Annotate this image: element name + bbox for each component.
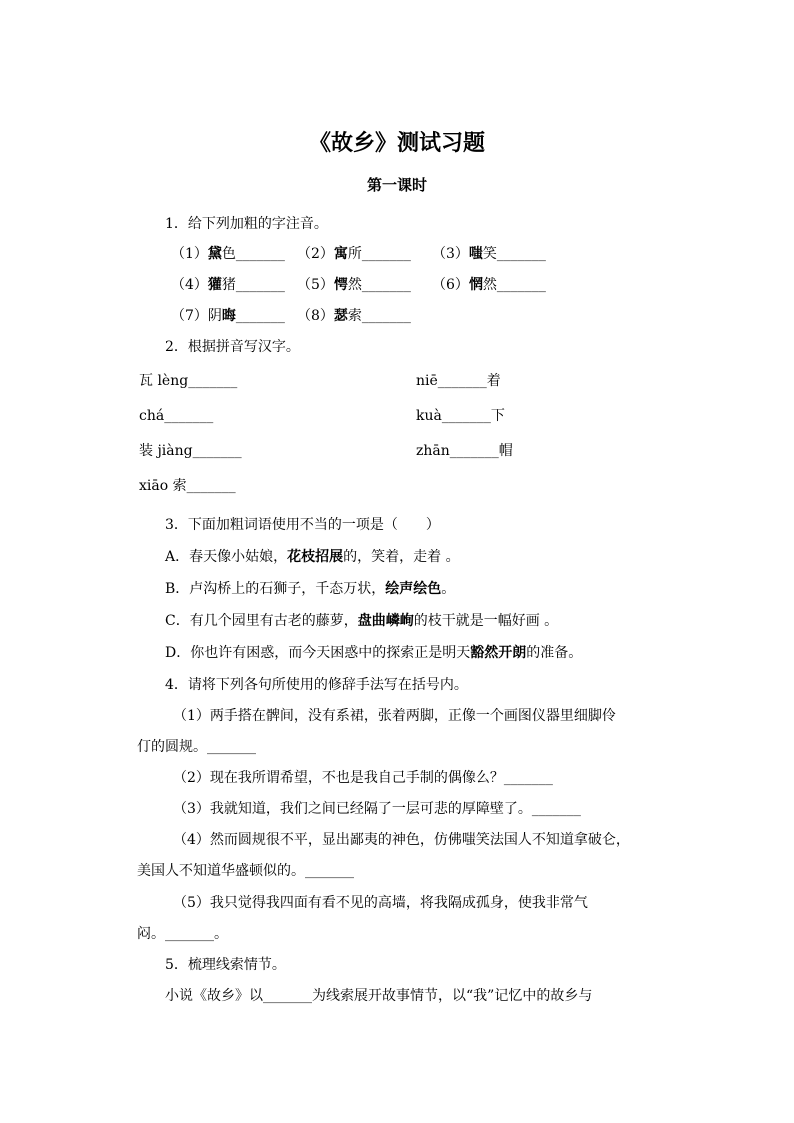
q2-right-2: kuà_______下	[416, 408, 505, 424]
q2-prompt: 2．根据拼音写汉字。	[165, 339, 300, 355]
q1-item-8: （8）瑟索_______	[297, 308, 411, 324]
q4-sentence-4b: 美国人不知道华盛顿似的。_______	[137, 863, 354, 879]
page-subtitle: 第一课时	[366, 176, 427, 194]
q3-option-b: B．卢沟桥上的石狮子，千态万状，绘声绘色。	[165, 581, 456, 597]
q1-item-1: （1）黛色_______	[171, 246, 285, 262]
q4-prompt: 4．请将下列各句所使用的修辞手法写在括号内。	[165, 677, 468, 693]
q2-left-4: xiāo 索_______	[139, 478, 236, 494]
q3-option-c: C．有几个园里有古老的藤萝，盘曲嶙峋的枝干就是一幅好画 。	[165, 613, 559, 629]
q1-item-2: （2）寓所_______	[297, 246, 411, 262]
q4-sentence-5b: 闷。_______。	[137, 926, 228, 942]
q4-sentence-1a: （1）两手搭在髀间，没有系裙，张着两脚，正像一个画图仪器里细脚伶	[173, 708, 616, 724]
q2-right-1: niē_______着	[416, 373, 501, 389]
q3-option-a: A．春天像小姑娘，花枝招展的，笑着，走着 。	[165, 549, 460, 565]
q1-item-3: （3）嗤笑_______	[432, 246, 546, 262]
q2-left-1: 瓦 lèng_______	[139, 373, 238, 389]
q4-sentence-2: （2）现在我所谓希望，不也是我自己手制的偶像么？_______	[173, 770, 553, 786]
q2-left-2: chá_______	[139, 408, 214, 424]
q4-sentence-3: （3）我就知道，我们之间已经隔了一层可悲的厚障壁了。_______	[173, 801, 581, 817]
q2-right-3: zhān_______帽	[416, 443, 513, 459]
q5-text: 小说《故乡》以_______为线索展开故事情节，以“我”记忆中的故乡与	[165, 988, 593, 1004]
q5-prompt: 5．梳理线索情节。	[165, 957, 286, 973]
q1-item-4: （4）獾猪_______	[171, 277, 285, 293]
page-title: 《故乡》测试习题	[308, 130, 485, 156]
q4-sentence-1b: 仃的圆规。_______	[137, 739, 256, 755]
q2-left-3: 装 jiàng_______	[139, 443, 242, 459]
q1-prompt: 1．给下列加粗的字注音。	[165, 216, 328, 232]
q3-prompt: 3．下面加粗词语使用不当的一项是（ ）	[165, 517, 440, 533]
q3-option-d: D．你也许有困惑，而今天困惑中的探索正是明天豁然开朗的准备。	[165, 645, 583, 661]
q1-item-7: （7）阴晦_______	[171, 308, 285, 324]
q1-item-6: （6）惘然_______	[432, 277, 546, 293]
q4-sentence-4a: （4）然而圆规很不平，显出鄙夷的神色，仿佛嗤笑法国人不知道拿破仑，	[173, 832, 630, 848]
q4-sentence-5a: （5）我只觉得我四面有看不见的高墙，将我隔成孤身，使我非常气	[173, 895, 588, 911]
q1-item-5: （5）愕然_______	[297, 277, 411, 293]
